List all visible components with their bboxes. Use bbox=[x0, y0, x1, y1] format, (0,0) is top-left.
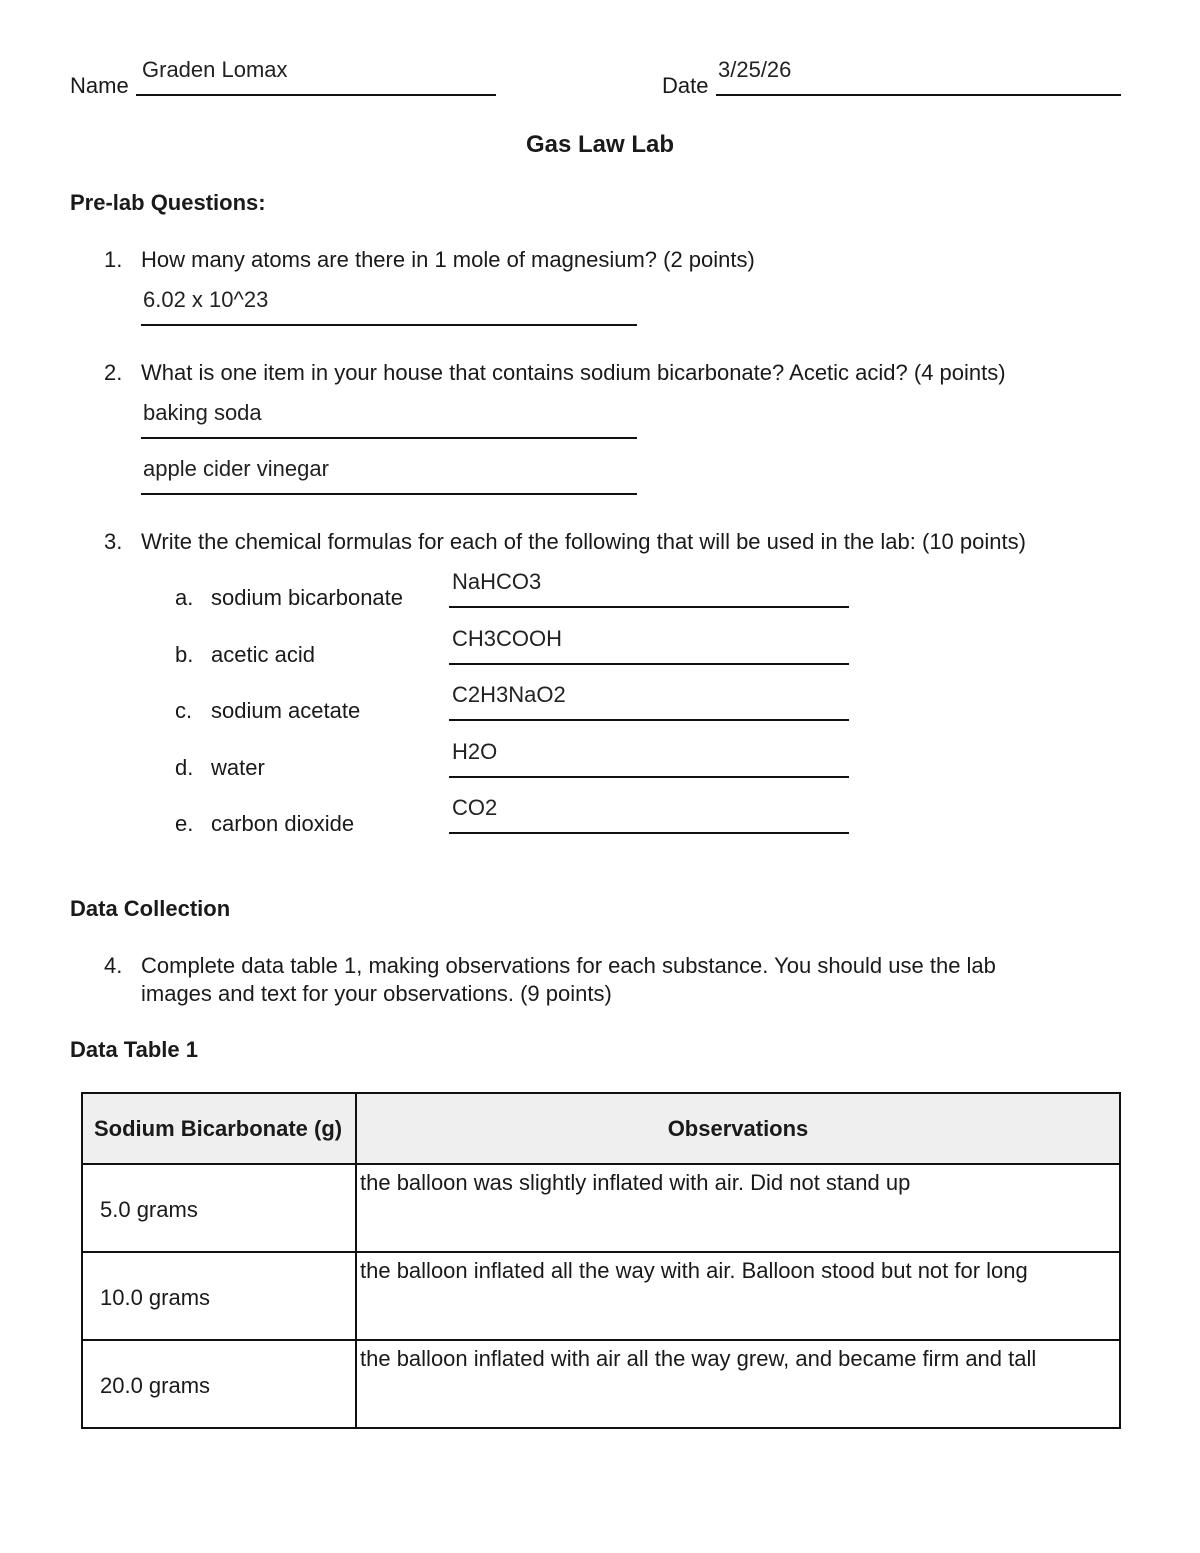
q3-item-answer[interactable]: NaHCO3 bbox=[452, 569, 542, 594]
q3-answer-line bbox=[449, 719, 849, 721]
q3-answer-line bbox=[449, 606, 849, 608]
q2-answer-line-2 bbox=[141, 493, 637, 495]
q3-text: Write the chemical formulas for each of the following that will be used in the lab: (10 points) bbox=[141, 529, 1026, 554]
q3-item-letter: d. bbox=[175, 755, 194, 780]
q4-number: 4. bbox=[104, 953, 123, 978]
q3-item-letter: c. bbox=[175, 698, 193, 723]
grams-cell[interactable]: 5.0 grams bbox=[82, 1164, 356, 1252]
prelab-heading: Pre-lab Questions: bbox=[70, 190, 266, 215]
page-title: Gas Law Lab bbox=[525, 131, 675, 158]
q3-item-label: carbon dioxide bbox=[211, 811, 355, 836]
q3-item-answer[interactable]: CH3COOH bbox=[452, 626, 563, 651]
q3-answer-line bbox=[449, 832, 849, 834]
observation-cell[interactable]: the balloon inflated with air all the way grew, and became firm and tall bbox=[356, 1340, 1120, 1428]
table-row bbox=[82, 1164, 1120, 1252]
date-underline bbox=[716, 94, 1121, 96]
q4-text-line1: Complete data table 1, making observations for each substance. You should use the lab bbox=[141, 953, 996, 978]
q3-item-label: water bbox=[211, 755, 265, 780]
q2-answer-line-1 bbox=[141, 437, 637, 439]
q2-answer-2[interactable]: apple cider vinegar bbox=[143, 456, 329, 481]
q3-item-label: acetic acid bbox=[211, 642, 315, 667]
date-label: Date bbox=[662, 73, 709, 98]
column-header-observations: Observations bbox=[356, 1093, 1120, 1164]
grams-cell[interactable]: 10.0 grams bbox=[82, 1252, 356, 1340]
q3-item-answer[interactable]: CO2 bbox=[452, 795, 498, 820]
q2-text: What is one item in your house that contains sodium bicarbonate? Acetic acid? (4 points) bbox=[141, 360, 1006, 385]
q2-answer-1[interactable]: baking soda bbox=[143, 400, 262, 425]
q3-item-letter: b. bbox=[175, 642, 194, 667]
name-underline bbox=[136, 94, 496, 96]
column-header-sodium-bicarbonate: Sodium Bicarbonate (g) bbox=[82, 1093, 356, 1164]
q3-answer-line bbox=[449, 776, 849, 778]
q1-answer-line bbox=[141, 324, 637, 326]
q1-number: 1. bbox=[104, 247, 123, 272]
q3-item-letter: a. bbox=[175, 585, 194, 610]
q1-text: How many atoms are there in 1 mole of magnesium? (2 points) bbox=[141, 247, 755, 272]
q3-item-label: sodium acetate bbox=[211, 698, 361, 723]
grams-cell[interactable]: 20.0 grams bbox=[82, 1340, 356, 1428]
q2-number: 2. bbox=[104, 360, 123, 385]
q3-answer-line bbox=[449, 663, 849, 665]
q3-item-letter: e. bbox=[175, 811, 194, 836]
data-table-heading: Data Table 1 bbox=[70, 1037, 198, 1062]
table-row bbox=[82, 1252, 1120, 1340]
observation-cell[interactable]: the balloon was slightly inflated with air. Did not stand up bbox=[356, 1164, 1120, 1252]
name-field[interactable]: Graden Lomax bbox=[142, 57, 288, 82]
q3-number: 3. bbox=[104, 529, 123, 554]
data-collection-heading: Data Collection bbox=[70, 896, 231, 921]
q3-item-answer[interactable]: H2O bbox=[452, 739, 498, 764]
table-header-row bbox=[82, 1093, 1120, 1164]
q3-item-label: sodium bicarbonate bbox=[211, 585, 404, 610]
table-row bbox=[82, 1340, 1120, 1428]
q4-text-line2: images and text for your observations. (9 points) bbox=[141, 981, 612, 1006]
name-label: Name bbox=[70, 73, 129, 98]
date-field[interactable]: 3/25/26 bbox=[718, 57, 792, 82]
observation-cell[interactable]: the balloon inflated all the way with air. Balloon stood but not for long bbox=[356, 1252, 1120, 1340]
q3-item-answer[interactable]: C2H3NaO2 bbox=[452, 682, 566, 707]
q1-answer[interactable]: 6.02 x 10^23 bbox=[143, 287, 269, 312]
data-table bbox=[81, 1092, 1121, 1429]
